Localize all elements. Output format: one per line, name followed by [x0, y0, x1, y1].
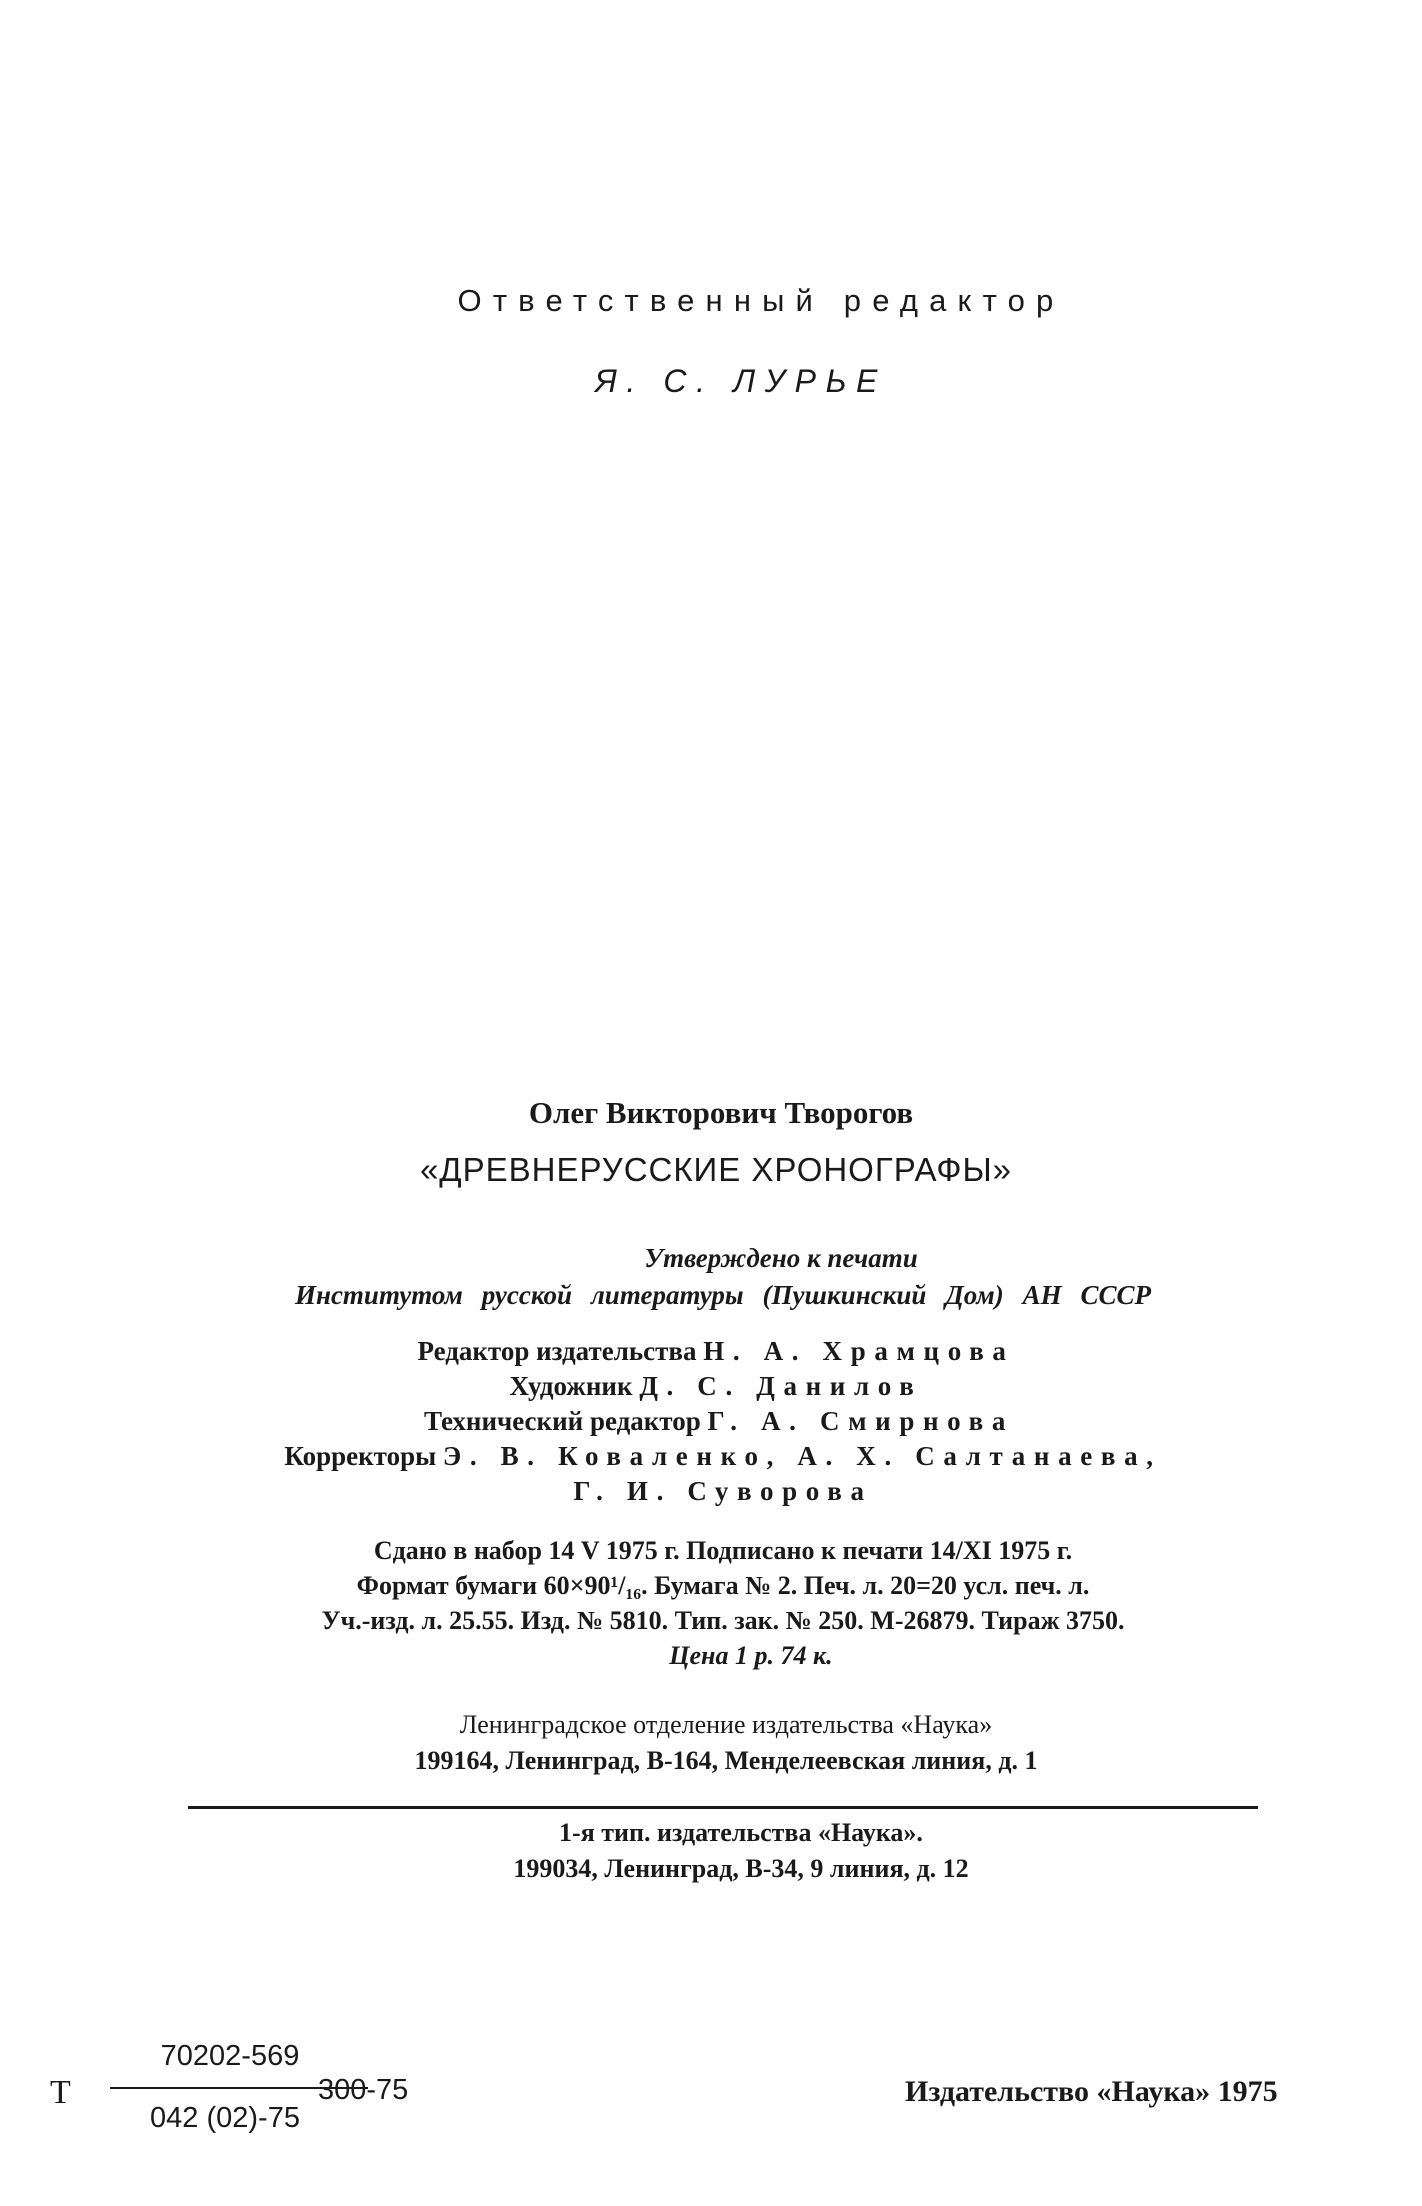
staff-name: Н. А. Храмцова	[703, 1336, 1015, 1366]
approval-line-1: Утверждено к печати	[644, 1243, 918, 1273]
catalog-code	[50, 2040, 450, 2150]
staff-name: Г. А. Смирнова	[707, 1406, 1015, 1436]
code-letter: Т	[50, 2074, 71, 2111]
staff-role: Редактор издательства	[417, 1336, 697, 1366]
staff-line-tech-editor	[0, 1408, 1422, 1435]
staff-role: Корректоры	[284, 1441, 437, 1471]
price: Цена 1 р. 74 к.	[669, 1641, 833, 1670]
publisher-imprint: Издательство «Наука» 1975	[905, 2075, 1278, 2108]
code-denominator: 042 (02)-75	[150, 2102, 300, 2134]
print-details-line-1: Сдано в набор 14 V 1975 г. Подписано к печати 14/XI 1975 г.	[373, 1536, 1073, 1565]
staff-line-proofreaders-cont	[0, 1478, 1422, 1505]
publisher-name: Ленинградское отделение издательства «Наука»	[459, 1710, 993, 1739]
book-author: Олег Викторович Творогов	[528, 1095, 914, 1130]
printer-name: 1-я тип. издательства «Наука».	[559, 1818, 923, 1847]
staff-role: Технический редактор	[423, 1406, 701, 1436]
printer-address: 199034, Ленинград, В-34, 9 линия, д. 12	[513, 1854, 969, 1883]
staff-name: Д. С. Данилов	[639, 1371, 923, 1401]
print-details-line-3: Уч.-изд. л. 25.55. Изд. № 5810. Тип. зак. № 250. М-26879. Тираж 3750.	[321, 1606, 1125, 1635]
approval-line-2: Институтом русской литературы (Пушкинский Дом) АН СССР	[294, 1280, 1152, 1310]
code-suffix: 300-75	[318, 2074, 409, 2106]
publisher-address: 199164, Ленинград, В-164, Менделеевская линия, д. 1	[414, 1746, 1038, 1775]
staff-role: Художник	[509, 1371, 633, 1401]
staff-line-artist	[0, 1373, 1422, 1400]
divider-rule	[188, 1806, 1258, 1809]
staff-line-editor	[0, 1338, 1422, 1365]
staff-name: Э. В. Коваленко, А. Х. Салтанаева,	[442, 1441, 1162, 1471]
staff-line-proofreaders	[0, 1443, 1422, 1470]
responsible-editor-name: Я. С. ЛУРЬЕ	[595, 363, 887, 399]
responsible-editor-label: Ответственный редактор	[457, 283, 1065, 318]
staff-name: Г. И. Суворова	[573, 1476, 873, 1506]
code-numerator: 70202-569	[160, 2040, 300, 2072]
print-details-line-2: Формат бумаги 60×90¹/₁₆. Бумага № 2. Печ. л. 20=20 усл. печ. л.	[356, 1571, 1090, 1600]
book-title: «ДРЕВНЕРУССКИЕ ХРОНОГРАФЫ»	[419, 1151, 1013, 1188]
